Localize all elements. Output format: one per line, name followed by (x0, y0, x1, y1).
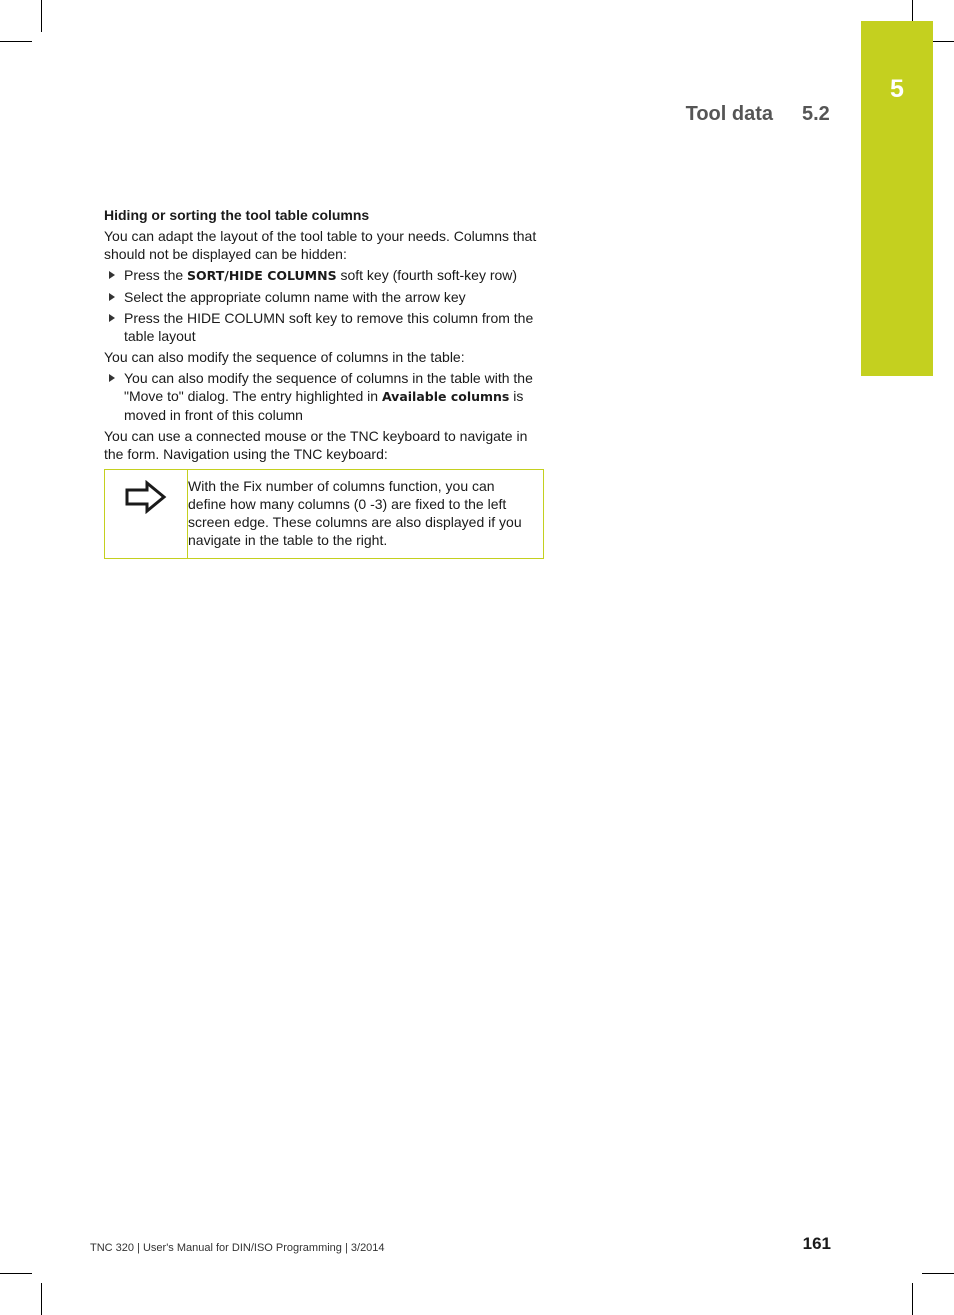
page-number: 161 (802, 1234, 831, 1253)
sequence-paragraph: You can also modify the sequence of columns in the table: (104, 349, 465, 365)
list-item (104, 266, 544, 285)
chapter-number: 5 (890, 75, 904, 103)
footer-text: TNC 320 | User's Manual for DIN/ISO Programming | 3/2014 (90, 1242, 385, 1254)
triangle-bullet-icon (109, 293, 115, 301)
navigation-paragraph: You can use a connected mouse or the TNC keyboard to navigate in the form. Navigation using the TNC keyboard: (104, 428, 528, 462)
step-text: You can also modify the sequence of columns in the table with the "Move to" dialog. The entry highlighted in (124, 370, 533, 404)
note-icon-cell (105, 470, 187, 558)
chapter-tab (861, 21, 933, 376)
note-text (187, 470, 543, 558)
triangle-bullet-icon (109, 314, 115, 322)
note-body: With the Fix number of columns function, you can define how many columns (0 -3) are fixed to the left screen edge. These columns are also displayed if you navigate in the table to the right. (188, 478, 522, 548)
step-text: Press the HIDE COLUMN soft key to remove this column from the table layout (124, 310, 534, 344)
note-box (104, 469, 544, 559)
step-text: Press the (124, 267, 188, 283)
list-item (104, 309, 544, 345)
step-text: is moved in front of this column (124, 388, 524, 423)
crop-mark (922, 1273, 954, 1274)
step-text: soft key (fourth soft-key row) (336, 267, 518, 283)
crop-mark (0, 1273, 32, 1274)
sequence-steps-list (104, 369, 544, 424)
crop-mark (912, 1283, 913, 1315)
softkey-name: SORT/HIDE COLUMNS (187, 268, 337, 283)
subsection-heading: Hiding or sorting the tool table columns (104, 207, 370, 223)
triangle-bullet-icon (109, 271, 115, 279)
section-number: 5.2 (802, 103, 830, 125)
dialog-element-name: Available columns (381, 389, 510, 404)
hide-steps-list (104, 266, 544, 345)
crop-mark (41, 1283, 42, 1315)
crop-mark (0, 41, 32, 42)
step-text: Select the appropriate column name with the arrow key (124, 289, 466, 305)
main-content (104, 206, 544, 559)
intro-paragraph: You can adapt the layout of the tool table to your needs. Columns that should not be displayed can be hidden: (104, 228, 537, 262)
triangle-bullet-icon (109, 374, 115, 382)
list-item (104, 369, 544, 424)
right-arrow-icon (125, 480, 167, 514)
list-item (104, 288, 544, 306)
section-title: Tool data (685, 103, 773, 125)
crop-mark (41, 0, 42, 32)
